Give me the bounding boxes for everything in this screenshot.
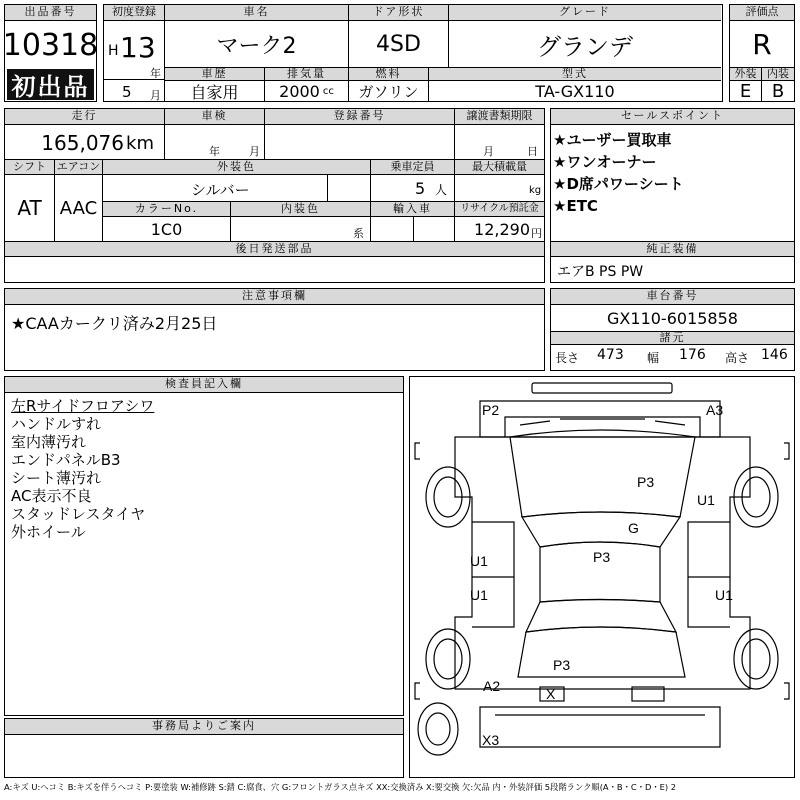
reg-number bbox=[265, 125, 455, 159]
damage-mark: P3 bbox=[593, 549, 611, 565]
recycle-unit: 円 bbox=[531, 227, 542, 240]
interior-label: 内装 bbox=[762, 67, 794, 81]
interior-score: B bbox=[771, 80, 785, 102]
inspector-box bbox=[4, 376, 404, 716]
damage-mark: P3 bbox=[637, 474, 655, 490]
sales-point-label: セールスポイント bbox=[551, 109, 794, 125]
mileage-label: 走行 bbox=[5, 109, 165, 125]
chassis-box bbox=[550, 288, 795, 371]
chassis-label: 車台番号 bbox=[551, 289, 794, 305]
dimensions-label: 諸元 bbox=[551, 331, 794, 345]
lot-number-label: 出品番号 bbox=[5, 5, 96, 21]
inspector-note: 左Rサイドフロアシワ bbox=[11, 397, 155, 415]
genuine-equipment-label: 純正装備 bbox=[551, 241, 794, 257]
detail-box bbox=[4, 108, 545, 283]
recycle-fee: 12,290 bbox=[474, 220, 530, 239]
inspector-note: 室内薄汚れ bbox=[11, 433, 87, 451]
vehicle-history: 自家用 bbox=[165, 81, 265, 101]
door-type: 4SD bbox=[349, 21, 449, 67]
displacement-unit: cc bbox=[322, 85, 334, 97]
office-box bbox=[4, 718, 404, 778]
damage-mark: U1 bbox=[715, 587, 733, 603]
damage-mark: X bbox=[546, 686, 556, 702]
color-no-label: カラーNo. bbox=[103, 201, 231, 217]
lot-number: 10318 bbox=[2, 27, 99, 63]
car-damage-diagram bbox=[410, 377, 794, 777]
interior-color-label: 内装色 bbox=[231, 201, 371, 217]
notes-label: 注意事項欄 bbox=[5, 289, 544, 305]
notes-text: ★CAAカークリ済み2月25日 bbox=[11, 314, 218, 333]
damage-mark: X3 bbox=[482, 732, 500, 748]
door-label: ドア形状 bbox=[349, 5, 449, 21]
sales-point-item: ★ETC bbox=[553, 197, 598, 215]
model-code: TA-GX110 bbox=[535, 81, 615, 101]
capacity: 5 bbox=[415, 179, 426, 198]
color-number: 1C0 bbox=[103, 217, 231, 241]
damage-mark: P3 bbox=[553, 657, 571, 673]
first-reg-year: 13 bbox=[120, 31, 156, 64]
car-name: マーク2 bbox=[165, 21, 349, 67]
chassis-number: GX110-6015858 bbox=[607, 308, 738, 328]
recycle-label: リサイクル預託金 bbox=[455, 201, 544, 217]
inspector-note: AC表示不良 bbox=[11, 487, 92, 505]
reg-number-label: 登録番号 bbox=[265, 109, 455, 125]
grade: グランデ bbox=[537, 32, 633, 61]
width-value: 176 bbox=[679, 347, 706, 363]
overall-score: R bbox=[752, 27, 772, 61]
aircon-label: エアコン bbox=[55, 159, 103, 175]
width-label: 幅 bbox=[647, 351, 660, 365]
damage-mark: G bbox=[628, 520, 639, 536]
grade-label: グレード bbox=[449, 5, 721, 21]
inspector-note: エンドパネルB3 bbox=[11, 451, 121, 469]
sales-point-box bbox=[550, 108, 795, 283]
first-reg-month: 5 bbox=[122, 83, 132, 101]
lot-number-box bbox=[4, 4, 97, 102]
displacement-label: 排気量 bbox=[265, 67, 349, 81]
first-listing-badge: 初出品 bbox=[7, 69, 94, 100]
inspection-year-unit: 年 bbox=[209, 145, 220, 158]
month-unit: 月 bbox=[150, 89, 161, 102]
fuel-label: 燃料 bbox=[349, 67, 429, 81]
inspector-label: 検査員記入欄 bbox=[5, 377, 403, 393]
era-mark: H bbox=[108, 43, 119, 59]
inspector-note: スタッドレスタイヤ bbox=[11, 505, 146, 523]
car-name-label: 車名 bbox=[165, 5, 349, 21]
notes-box bbox=[4, 288, 545, 371]
capacity-unit: 人 bbox=[435, 183, 448, 197]
first-registration-label: 初度登録 bbox=[104, 5, 164, 21]
import-label: 輸入車 bbox=[371, 201, 455, 217]
damage-mark: U1 bbox=[697, 492, 715, 508]
height-label: 高さ bbox=[725, 351, 750, 365]
spec-header-box bbox=[165, 4, 723, 102]
later-parts-value bbox=[5, 257, 544, 282]
inspector-note: シート薄汚れ bbox=[11, 469, 102, 487]
body-color: シルバー bbox=[191, 181, 250, 199]
sales-point-item: ★ワンオーナー bbox=[553, 153, 657, 171]
transfer-day-unit: 日 bbox=[527, 145, 538, 158]
length-label: 長さ bbox=[555, 351, 580, 365]
score-box bbox=[729, 4, 795, 102]
inspector-note: ハンドルすれ bbox=[11, 415, 102, 433]
aircon-type: AAC bbox=[55, 175, 103, 241]
damage-diagram-box bbox=[409, 376, 795, 778]
later-parts-label: 後日発送部品 bbox=[5, 241, 544, 257]
shift-label: シフト bbox=[5, 159, 55, 175]
score-label: 評価点 bbox=[730, 5, 794, 21]
damage-mark: U1 bbox=[470, 553, 488, 569]
transfer-month-unit: 月 bbox=[483, 145, 494, 158]
body-color-label: 外装色 bbox=[103, 159, 371, 175]
max-load-unit: kg bbox=[529, 185, 542, 196]
sales-point-item: ★D席パワーシート bbox=[553, 175, 684, 193]
shift-type: AT bbox=[5, 175, 55, 241]
fuel-type: ガソリン bbox=[349, 81, 429, 101]
damage-mark: U1 bbox=[470, 587, 488, 603]
max-load-label: 最大積載量 bbox=[455, 159, 544, 175]
damage-legend: A:キズ U:ヘコミ B:キズを伴うヘコミ P:要塗装 W:補修跡 S:錆 C:腐食、穴 G:フロントガラス点キズ XX:交換済み X:要交換 欠:欠品 内・外装評価 5段階ランク順(A・B・C・D・E) 2 bbox=[4, 782, 677, 792]
damage-mark: A3 bbox=[706, 402, 724, 418]
inspector-note: 外ホイール bbox=[11, 523, 86, 541]
year-unit: 年 bbox=[150, 67, 161, 80]
inspection-label: 車検 bbox=[165, 109, 265, 125]
damage-mark: A2 bbox=[483, 678, 501, 694]
displacement: 2000 bbox=[279, 81, 320, 101]
exterior-label: 外装 bbox=[730, 67, 762, 81]
first-registration-box bbox=[103, 4, 165, 102]
exterior-score: E bbox=[730, 81, 762, 101]
length-value: 473 bbox=[597, 347, 624, 363]
mileage-unit: km bbox=[126, 133, 154, 154]
transfer-due-label: 譲渡書類期限 bbox=[455, 109, 544, 125]
model-label: 型式 bbox=[429, 67, 721, 81]
genuine-equipment: エアB PS PW bbox=[557, 264, 644, 280]
history-label: 車歴 bbox=[165, 67, 265, 81]
inspection-month-unit: 月 bbox=[249, 145, 260, 158]
capacity-label: 乗車定員 bbox=[371, 159, 455, 175]
mileage: 165,076 bbox=[41, 131, 124, 155]
sales-point-item: ★ユーザー買取車 bbox=[553, 131, 672, 149]
damage-mark: P2 bbox=[482, 402, 500, 418]
interior-color-unit: 系 bbox=[353, 227, 364, 240]
height-value: 146 bbox=[761, 347, 788, 363]
office-label: 事務局よりご案内 bbox=[5, 719, 403, 735]
